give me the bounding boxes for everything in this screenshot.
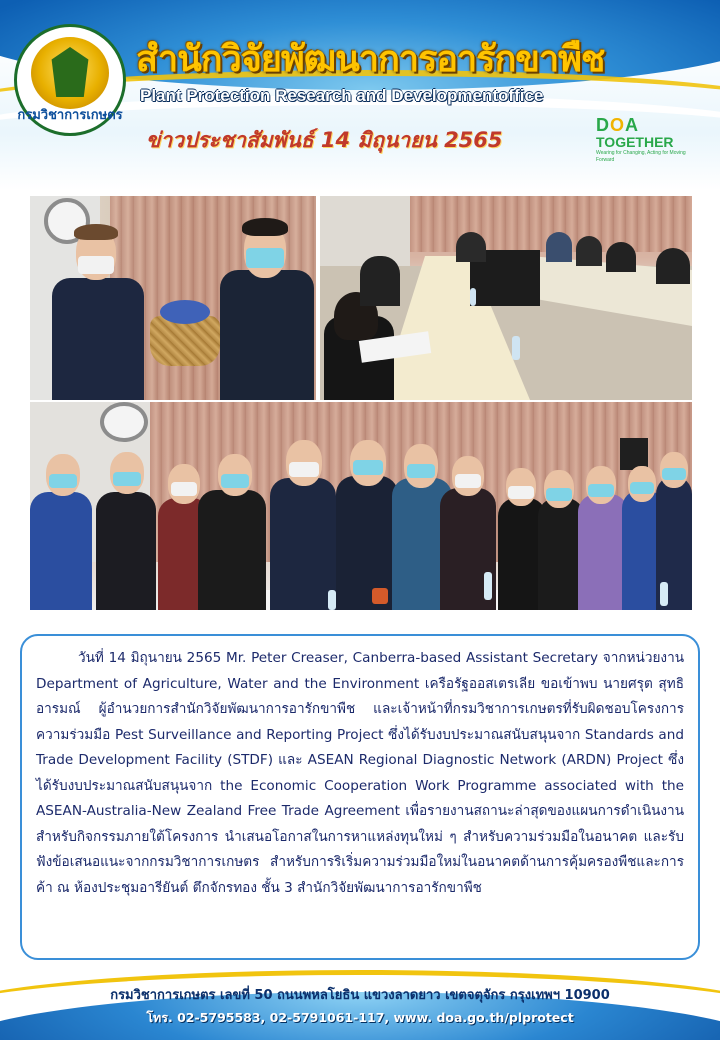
wall bbox=[320, 196, 410, 266]
doa-logo bbox=[14, 24, 126, 136]
news-date: ข่าวประชาสัมพันธ์ 14 มิถุนายน 2565 bbox=[146, 128, 503, 152]
drink-glass bbox=[372, 588, 388, 604]
article-body: วันที่ 14 มิถุนายน 2565 Mr. Peter Creaser, Canberra-based Assistant Secretary จากหน่วยงาน Department of Agriculture, Water and the Environment เครือรัฐออสเตรเลีย ขอเข้าพบ นายศรุต สุทธิอารมณ์ ผู้อำนวยการสำนักวิจัยพัฒนาการอารักขาพืช และเจ้าหน้าที่กรมวิชาการเกษตรที่รับผิดชอบโครงการความร่วมมือ Pest Surveillance and Reporting Project ซึ่งได้รับงบประมาณสนับสนุนจาก Standards and Trade Development Facility (STDF) และ ASEAN Regional Diagnostic Network (ARDN) Project ซึ่งได้รับงบประมาณสนับสนุนจาก the Economic Cooperation Work Programme associated with the ASEAN-Australia-New Zealand Free Trade Agreement เพื่อรายงานสถานะล่าสุดของแผนการดำเนินงานสำหรับกิจกรรมภายใต้โครงการ นำเสนอโอกาสในการหาแหล่งทุนใหม่ ๆ สำหรับความร่วมมือในอนาคต และรับฟังข้อเสนอแนะจากกรมวิชาการเกษตร สำหรับการริเริ่มความร่วมมือใหม่ในอนาคตด้านการคุ้มครองพืชและการค้า ณ ห้องประชุมอารียันต์ ตึกจักรทอง ชั้น 3 สำนักวิจัยพัฒนาการอารักขาพืช bbox=[36, 650, 684, 896]
face-mask bbox=[407, 464, 435, 478]
face-mask bbox=[221, 474, 249, 488]
water-bottle bbox=[484, 572, 492, 600]
clock-icon bbox=[100, 402, 148, 442]
person bbox=[578, 494, 628, 610]
water-bottle bbox=[328, 590, 336, 610]
face-mask bbox=[630, 482, 654, 494]
person bbox=[30, 492, 92, 610]
person-suit bbox=[456, 232, 486, 262]
doa-together-badge bbox=[596, 116, 696, 162]
badge-together: TOGETHER bbox=[596, 134, 674, 150]
water-bottle bbox=[512, 336, 520, 360]
basket-items bbox=[160, 300, 210, 324]
page-title-thai: สำนักวิจัยพัฒนาการอารักขาพืช bbox=[136, 39, 605, 80]
person-suit bbox=[546, 232, 572, 262]
page-title-english: Plant Protection Research and Developmentoffice bbox=[140, 86, 544, 105]
person bbox=[270, 478, 336, 610]
face-mask bbox=[246, 248, 284, 268]
person-suit bbox=[360, 256, 400, 306]
person-suit bbox=[52, 278, 144, 400]
face-mask bbox=[546, 488, 572, 501]
face-mask bbox=[455, 474, 481, 488]
water-bottle bbox=[660, 582, 668, 606]
person-suit bbox=[220, 270, 314, 400]
person bbox=[198, 490, 266, 610]
face-mask bbox=[508, 486, 534, 499]
footer-contact: โทร. 02-5795583, 02-5791061-117, www. doa.go.th/plprotect bbox=[146, 1010, 574, 1025]
face-mask bbox=[289, 462, 319, 477]
face-mask bbox=[78, 256, 114, 274]
face-mask bbox=[588, 484, 614, 497]
footer-address: กรมวิชาการเกษตร เลขที่ 50 ถนนพหลโยธิน แขวงลาดยาว เขตจตุจักร กรุงเทพฯ 10900 bbox=[110, 988, 610, 1003]
handover-photo bbox=[30, 196, 316, 400]
person-suit bbox=[656, 248, 690, 284]
face-mask bbox=[113, 472, 141, 486]
person-suit bbox=[606, 242, 636, 272]
logo-text: กรมวิชาการเกษตร bbox=[17, 108, 123, 123]
hair bbox=[242, 218, 288, 236]
group-photo bbox=[30, 402, 692, 610]
person-suit bbox=[576, 236, 602, 266]
article-box bbox=[20, 634, 700, 960]
face-mask bbox=[662, 468, 686, 480]
badge-doa: DOA bbox=[596, 115, 640, 135]
meeting-room-photo bbox=[320, 196, 692, 400]
header bbox=[0, 0, 720, 190]
hair bbox=[74, 224, 118, 240]
face-mask bbox=[49, 474, 77, 488]
water-bottle bbox=[470, 288, 476, 306]
badge-tagline: Wearing for Changing, Acting for Moving Forward bbox=[596, 150, 686, 163]
person bbox=[336, 476, 398, 610]
face-mask bbox=[171, 482, 197, 496]
person bbox=[96, 492, 156, 610]
footer bbox=[0, 962, 720, 1040]
face-mask bbox=[353, 460, 383, 475]
